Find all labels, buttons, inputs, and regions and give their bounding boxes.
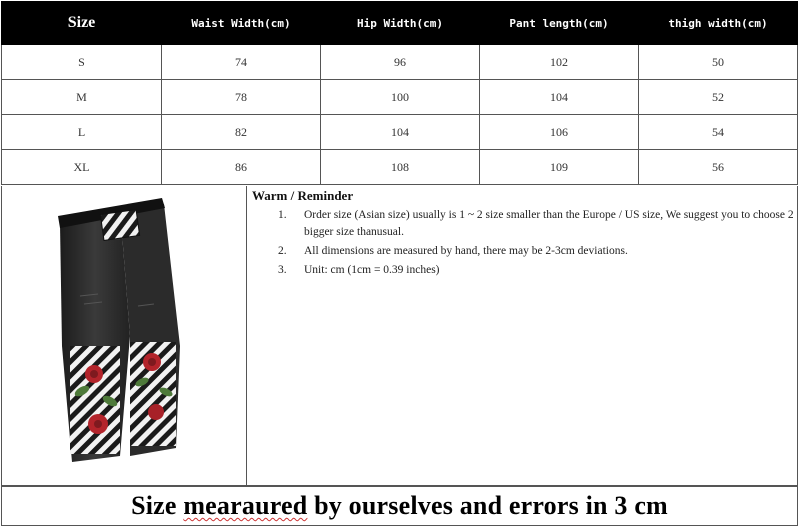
cell-hip: 100 — [321, 80, 480, 115]
header-thigh-width: thigh width(cm) — [639, 2, 798, 45]
cell-size: XL — [2, 150, 162, 185]
list-item-text: Unit: cm (1cm = 0.39 inches) — [304, 264, 440, 276]
list-item-number: 2. — [278, 245, 287, 257]
cell-waist: 74 — [162, 45, 321, 80]
list-item-number: 1. — [278, 209, 287, 221]
reminder-section — [252, 188, 797, 281]
footer-text-end: by ourselves and errors in 3 cm — [307, 491, 668, 520]
cell-thigh: 52 — [639, 80, 798, 115]
cell-length: 104 — [480, 80, 639, 115]
table-row — [2, 150, 798, 185]
cell-size: M — [2, 80, 162, 115]
list-item — [252, 207, 797, 241]
product-photo — [2, 186, 247, 485]
list-item-number: 3. — [278, 264, 287, 276]
reminder-title: Warm / Reminder — [252, 188, 354, 203]
cell-thigh: 50 — [639, 45, 798, 80]
size-table-header-row — [2, 2, 798, 45]
footer-text-start: Size — [131, 491, 184, 520]
footer-note — [1, 486, 798, 526]
table-row — [2, 115, 798, 150]
list-item-text: Order size (Asian size) usually is 1 ~ 2 size smaller than the Europe / US size, We suggest you to choose 2 bigger size thanusual. — [304, 209, 794, 238]
size-table — [1, 1, 798, 185]
header-hip-width: Hip Width(cm) — [321, 2, 480, 45]
cell-thigh: 56 — [639, 150, 798, 185]
cell-thigh: 54 — [639, 115, 798, 150]
cell-length: 102 — [480, 45, 639, 80]
header-size: Size — [2, 2, 162, 45]
jeans-image-icon — [2, 186, 246, 485]
list-item — [252, 243, 797, 260]
table-row — [2, 45, 798, 80]
cell-hip: 108 — [321, 150, 480, 185]
footer-text-wavy: mearaured — [183, 491, 308, 520]
reminder-list — [252, 207, 797, 279]
header-waist-width: Waist Width(cm) — [162, 2, 321, 45]
footer-text — [131, 491, 668, 521]
list-item-text: All dimensions are measured by hand, there may be 2-3cm deviations. — [304, 245, 628, 257]
list-item — [252, 262, 797, 279]
cell-hip: 96 — [321, 45, 480, 80]
cell-waist: 78 — [162, 80, 321, 115]
cell-length: 106 — [480, 115, 639, 150]
table-row — [2, 80, 798, 115]
cell-size: S — [2, 45, 162, 80]
cell-waist: 82 — [162, 115, 321, 150]
cell-waist: 86 — [162, 150, 321, 185]
cell-size: L — [2, 115, 162, 150]
lower-section — [1, 186, 798, 486]
header-pant-length: Pant length(cm) — [480, 2, 639, 45]
cell-hip: 104 — [321, 115, 480, 150]
cell-length: 109 — [480, 150, 639, 185]
